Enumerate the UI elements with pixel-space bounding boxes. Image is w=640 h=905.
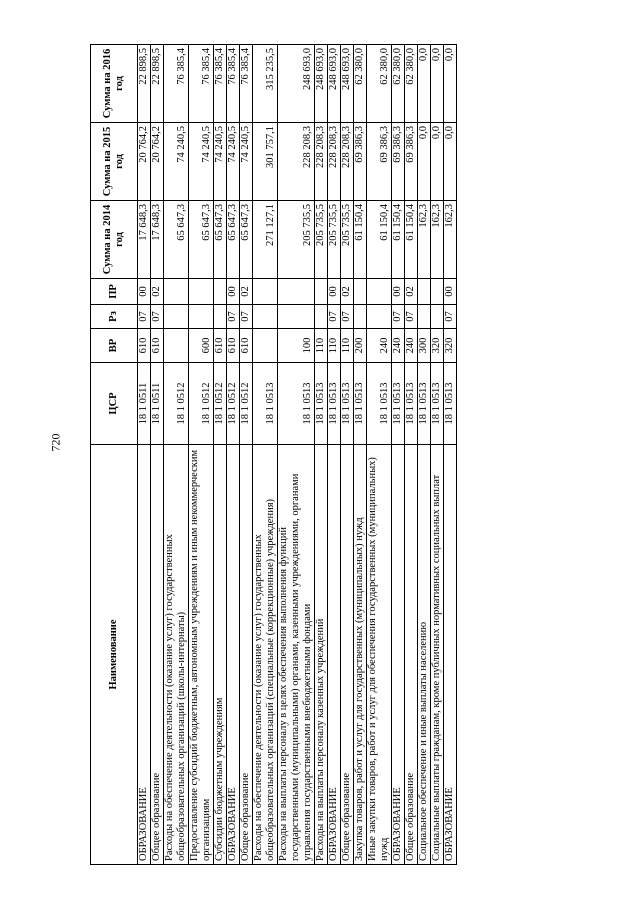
table-row bbox=[240, 45, 253, 865]
cell-rz: 07 bbox=[138, 305, 151, 329]
cell-vr: 110 bbox=[328, 329, 341, 363]
cell-y2016: 0,0 bbox=[444, 45, 457, 123]
table-body bbox=[138, 45, 457, 865]
cell-rz bbox=[164, 305, 189, 329]
cell-name: ОБРАЗОВАНИЕ bbox=[392, 445, 405, 865]
cell-y2015: 69 386,3 bbox=[354, 123, 367, 201]
cell-y2016: 22 898,5 bbox=[138, 45, 151, 123]
header-2016: Сумма на 2016 год bbox=[91, 45, 138, 123]
cell-rz: 07 bbox=[444, 305, 457, 329]
header-csr: ЦСР bbox=[91, 363, 138, 445]
cell-rz: 07 bbox=[151, 305, 164, 329]
cell-vr bbox=[164, 329, 189, 363]
cell-csr: 18 1 0513 bbox=[278, 363, 315, 445]
cell-y2015: 20 764,2 bbox=[138, 123, 151, 201]
cell-pr bbox=[253, 279, 278, 305]
cell-vr: 610 bbox=[138, 329, 151, 363]
cell-vr: 610 bbox=[151, 329, 164, 363]
cell-pr bbox=[164, 279, 189, 305]
cell-y2014: 65 647,3 bbox=[164, 201, 189, 279]
cell-y2016: 248 693,0 bbox=[328, 45, 341, 123]
cell-rz: 07 bbox=[405, 305, 418, 329]
cell-name: Предоставление субсидий бюджетным, автономным учреждениям и иным некоммерческим организациям bbox=[189, 445, 214, 865]
cell-y2015: 0,0 bbox=[444, 123, 457, 201]
cell-y2015: 74 240,5 bbox=[189, 123, 214, 201]
cell-csr: 18 1 0512 bbox=[240, 363, 253, 445]
cell-y2014: 205 735,5 bbox=[328, 201, 341, 279]
cell-y2016: 76 385,4 bbox=[227, 45, 240, 123]
cell-y2014: 61 150,4 bbox=[405, 201, 418, 279]
cell-y2014: 162,3 bbox=[418, 201, 431, 279]
cell-y2016: 62 380,0 bbox=[354, 45, 367, 123]
cell-vr bbox=[253, 329, 278, 363]
header-pr: ПР bbox=[91, 279, 138, 305]
cell-name: ОБРАЗОВАНИЕ bbox=[328, 445, 341, 865]
cell-rz bbox=[354, 305, 367, 329]
table-row bbox=[227, 45, 240, 865]
cell-csr: 18 1 0513 bbox=[367, 363, 392, 445]
cell-y2015: 0,0 bbox=[418, 123, 431, 201]
table-row bbox=[328, 45, 341, 865]
table-row bbox=[392, 45, 405, 865]
cell-csr: 18 1 0513 bbox=[354, 363, 367, 445]
cell-csr: 18 1 0512 bbox=[189, 363, 214, 445]
cell-csr: 18 1 0513 bbox=[253, 363, 278, 445]
cell-name: Общее образование bbox=[240, 445, 253, 865]
header-2015: Сумма на 2015 год bbox=[91, 123, 138, 201]
cell-y2015: 69 386,3 bbox=[405, 123, 418, 201]
table-row bbox=[164, 45, 189, 865]
budget-table bbox=[90, 44, 457, 865]
cell-y2016: 248 693,0 bbox=[315, 45, 328, 123]
cell-y2014: 65 647,3 bbox=[240, 201, 253, 279]
cell-pr: 00 bbox=[328, 279, 341, 305]
cell-vr: 320 bbox=[444, 329, 457, 363]
cell-y2015: 0,0 bbox=[431, 123, 444, 201]
cell-y2016: 248 693,0 bbox=[278, 45, 315, 123]
cell-rz bbox=[253, 305, 278, 329]
cell-csr: 18 1 0513 bbox=[431, 363, 444, 445]
cell-y2016: 315 235,5 bbox=[253, 45, 278, 123]
cell-y2014: 17 648,3 bbox=[151, 201, 164, 279]
table-row bbox=[367, 45, 392, 865]
table-header-row bbox=[91, 45, 138, 865]
cell-pr bbox=[367, 279, 392, 305]
cell-y2014: 65 647,3 bbox=[227, 201, 240, 279]
cell-y2014: 205 735,5 bbox=[315, 201, 328, 279]
cell-y2016: 62 380,0 bbox=[367, 45, 392, 123]
cell-y2015: 74 240,5 bbox=[214, 123, 227, 201]
cell-y2015: 301 757,1 bbox=[253, 123, 278, 201]
cell-csr: 18 1 0511 bbox=[138, 363, 151, 445]
cell-y2016: 76 385,4 bbox=[164, 45, 189, 123]
cell-vr: 200 bbox=[354, 329, 367, 363]
cell-rz: 07 bbox=[328, 305, 341, 329]
table-row bbox=[418, 45, 431, 865]
cell-pr: 00 bbox=[138, 279, 151, 305]
cell-y2016: 76 385,4 bbox=[214, 45, 227, 123]
table-row bbox=[189, 45, 214, 865]
cell-vr: 320 bbox=[431, 329, 444, 363]
cell-rz bbox=[315, 305, 328, 329]
cell-pr: 02 bbox=[151, 279, 164, 305]
cell-vr: 240 bbox=[392, 329, 405, 363]
cell-pr: 02 bbox=[405, 279, 418, 305]
cell-y2014: 61 150,4 bbox=[392, 201, 405, 279]
cell-name: ОБРАЗОВАНИЕ bbox=[227, 445, 240, 865]
cell-y2016: 62 380,0 bbox=[392, 45, 405, 123]
cell-y2014: 205 735,5 bbox=[278, 201, 315, 279]
cell-vr: 300 bbox=[418, 329, 431, 363]
cell-rz: 07 bbox=[227, 305, 240, 329]
cell-csr: 18 1 0511 bbox=[151, 363, 164, 445]
cell-vr: 610 bbox=[240, 329, 253, 363]
budget-table-rotated bbox=[90, 45, 550, 865]
cell-csr: 18 1 0513 bbox=[328, 363, 341, 445]
cell-name: ОБРАЗОВАНИЕ bbox=[138, 445, 151, 865]
cell-rz bbox=[278, 305, 315, 329]
cell-y2015: 74 240,5 bbox=[164, 123, 189, 201]
table-row bbox=[315, 45, 328, 865]
cell-name: Расходы на обеспечение деятельности (оказание услуг) государственных общеобразовательных организаций (специальные (коррекционные) учреждения) bbox=[253, 445, 278, 865]
cell-csr: 18 1 0512 bbox=[214, 363, 227, 445]
cell-vr: 110 bbox=[341, 329, 354, 363]
cell-pr: 00 bbox=[227, 279, 240, 305]
cell-csr: 18 1 0513 bbox=[315, 363, 328, 445]
cell-rz: 07 bbox=[341, 305, 354, 329]
table-row bbox=[253, 45, 278, 865]
cell-y2014: 65 647,3 bbox=[214, 201, 227, 279]
cell-pr bbox=[418, 279, 431, 305]
cell-name: ОБРАЗОВАНИЕ bbox=[444, 445, 457, 865]
cell-y2014: 271 127,1 bbox=[253, 201, 278, 279]
cell-y2014: 61 150,4 bbox=[367, 201, 392, 279]
cell-rz: 07 bbox=[240, 305, 253, 329]
cell-pr bbox=[315, 279, 328, 305]
cell-rz bbox=[418, 305, 431, 329]
cell-vr: 240 bbox=[367, 329, 392, 363]
cell-y2015: 69 386,3 bbox=[392, 123, 405, 201]
cell-csr: 18 1 0512 bbox=[227, 363, 240, 445]
cell-y2015: 74 240,5 bbox=[227, 123, 240, 201]
cell-name: Социальное обеспечение и иные выплаты населению bbox=[418, 445, 431, 865]
cell-name: Социальные выплаты гражданам, кроме публичных нормативных социальных выплат bbox=[431, 445, 444, 865]
cell-name: Общее образование bbox=[405, 445, 418, 865]
cell-y2015: 74 240,5 bbox=[240, 123, 253, 201]
cell-rz: 07 bbox=[392, 305, 405, 329]
cell-y2016: 22 898,5 bbox=[151, 45, 164, 123]
cell-y2016: 248 693,0 bbox=[341, 45, 354, 123]
cell-rz bbox=[431, 305, 444, 329]
cell-vr: 600 bbox=[189, 329, 214, 363]
cell-csr: 18 1 0513 bbox=[444, 363, 457, 445]
table-row bbox=[405, 45, 418, 865]
cell-y2016: 0,0 bbox=[418, 45, 431, 123]
cell-name: Общее образование bbox=[341, 445, 354, 865]
header-rz: Рз bbox=[91, 305, 138, 329]
cell-name: Расходы на выплаты персоналу в целях обеспечения выполнения функций государственными (муниципальными) органами, казенными учреждениями, органами управления государственными внебюджетными фондами bbox=[278, 445, 315, 865]
cell-pr: 00 bbox=[392, 279, 405, 305]
cell-csr: 18 1 0513 bbox=[405, 363, 418, 445]
cell-pr: 00 bbox=[444, 279, 457, 305]
cell-y2014: 61 150,4 bbox=[354, 201, 367, 279]
table-row bbox=[341, 45, 354, 865]
header-vr: ВР bbox=[91, 329, 138, 363]
cell-vr: 240 bbox=[405, 329, 418, 363]
cell-y2015: 228 208,3 bbox=[315, 123, 328, 201]
table-row bbox=[444, 45, 457, 865]
table-row bbox=[138, 45, 151, 865]
cell-y2016: 76 385,4 bbox=[189, 45, 214, 123]
cell-y2015: 228 208,3 bbox=[328, 123, 341, 201]
page-number: 720 bbox=[48, 433, 63, 452]
cell-vr: 610 bbox=[214, 329, 227, 363]
cell-rz bbox=[367, 305, 392, 329]
cell-pr bbox=[278, 279, 315, 305]
cell-vr: 610 bbox=[227, 329, 240, 363]
cell-rz bbox=[189, 305, 214, 329]
cell-name: Расходы на выплаты персоналу казенных учреждений bbox=[315, 445, 328, 865]
cell-y2015: 228 208,3 bbox=[278, 123, 315, 201]
cell-pr bbox=[189, 279, 214, 305]
cell-name: Расходы на обеспечение деятельности (оказание услуг) государственных общеобразовательных организаций (школы-интернаты) bbox=[164, 445, 189, 865]
cell-vr: 100 bbox=[278, 329, 315, 363]
cell-y2014: 162,3 bbox=[444, 201, 457, 279]
cell-y2016: 0,0 bbox=[431, 45, 444, 123]
cell-y2014: 17 648,3 bbox=[138, 201, 151, 279]
cell-pr: 02 bbox=[341, 279, 354, 305]
cell-name: Иные закупки товаров, работ и услуг для обеспечения государственных (муниципальных) нужд bbox=[367, 445, 392, 865]
cell-y2014: 162,3 bbox=[431, 201, 444, 279]
header-name: Наименование bbox=[91, 445, 138, 865]
header-2014: Сумма на 2014 год bbox=[91, 201, 138, 279]
cell-pr bbox=[214, 279, 227, 305]
table-row bbox=[431, 45, 444, 865]
cell-y2014: 65 647,3 bbox=[189, 201, 214, 279]
cell-pr: 02 bbox=[240, 279, 253, 305]
cell-name: Общее образование bbox=[151, 445, 164, 865]
cell-y2015: 20 764,2 bbox=[151, 123, 164, 201]
table-row bbox=[151, 45, 164, 865]
cell-pr bbox=[354, 279, 367, 305]
cell-y2016: 62 380,0 bbox=[405, 45, 418, 123]
cell-vr: 110 bbox=[315, 329, 328, 363]
cell-name: Субсидии бюджетным учреждениям bbox=[214, 445, 227, 865]
cell-csr: 18 1 0513 bbox=[341, 363, 354, 445]
table-row bbox=[214, 45, 227, 865]
cell-rz bbox=[214, 305, 227, 329]
cell-y2016: 76 385,4 bbox=[240, 45, 253, 123]
cell-y2015: 228 208,3 bbox=[341, 123, 354, 201]
cell-csr: 18 1 0512 bbox=[164, 363, 189, 445]
table-row bbox=[278, 45, 315, 865]
cell-name: Закупка товаров, работ и услуг для государственных (муниципальных) нужд bbox=[354, 445, 367, 865]
cell-y2014: 205 735,5 bbox=[341, 201, 354, 279]
cell-csr: 18 1 0513 bbox=[392, 363, 405, 445]
table-row bbox=[354, 45, 367, 865]
cell-y2015: 69 386,3 bbox=[367, 123, 392, 201]
cell-pr bbox=[431, 279, 444, 305]
cell-csr: 18 1 0513 bbox=[418, 363, 431, 445]
